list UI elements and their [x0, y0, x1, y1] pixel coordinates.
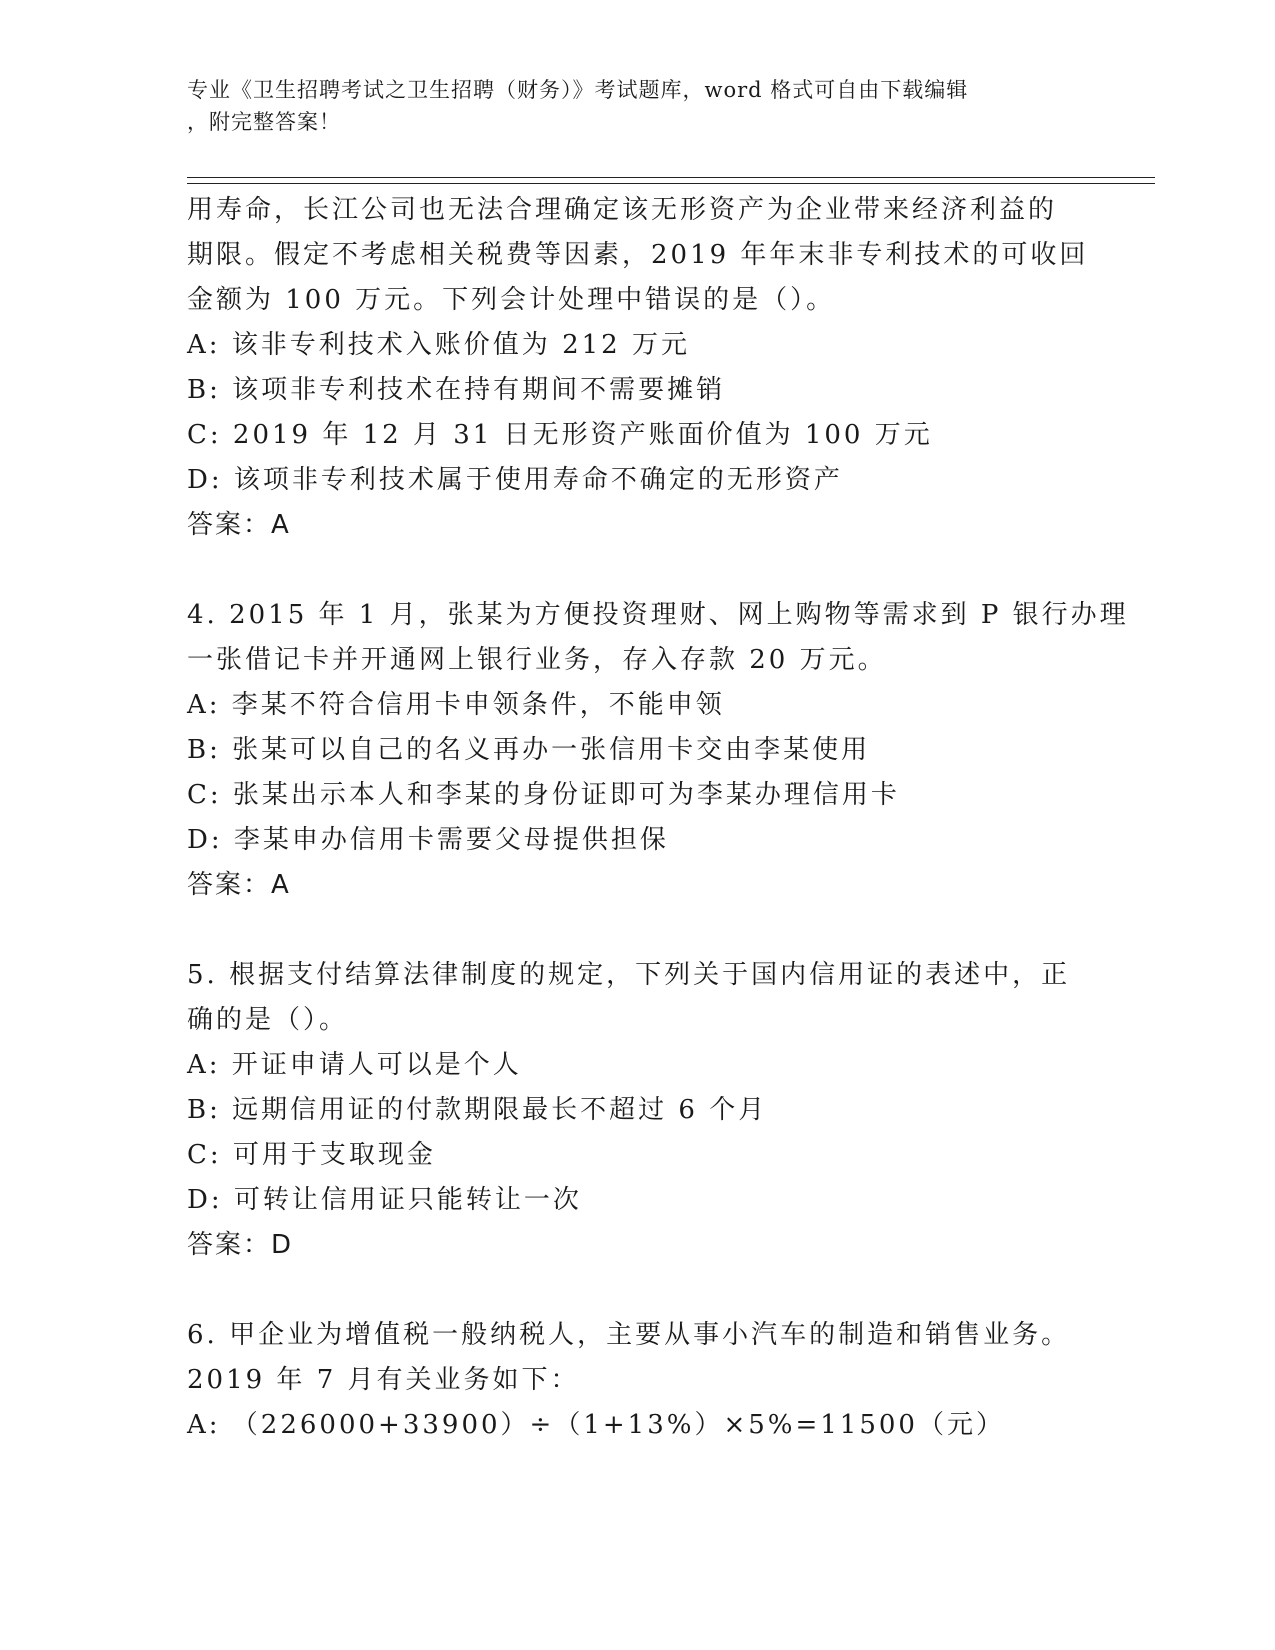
spacer — [187, 1268, 1087, 1313]
spacer — [187, 548, 1087, 593]
header-divider-bottom — [187, 183, 1155, 184]
question-stem-line: 金额为 100 万元。下列会计处理中错误的是（）。 — [187, 285, 836, 315]
question-stem-line: 6. 甲企业为增值税一般纳税人，主要从事小汽车的制造和销售业务。 — [187, 1320, 1071, 1350]
question-6 — [187, 1313, 1087, 1448]
question-stem-line: 用寿命，长江公司也无法合理确定该无形资产为企业带来经济利益的 — [187, 195, 1058, 225]
header-line-2: ，附完整答案！ — [187, 110, 341, 134]
option-c: C: 2019 年 12 月 31 日无形资产账面价值为 100 万元 — [187, 420, 933, 450]
question-4 — [187, 593, 1129, 908]
answer-line: 答案：A — [187, 510, 291, 540]
option-c: C: 可用于支取现金 — [187, 1140, 436, 1170]
option-a: A: （226000+33900）÷（1+13%）×5%=11500（元） — [187, 1410, 1005, 1440]
option-d: D: 可转让信用证只能转让一次 — [187, 1185, 582, 1215]
option-a: A: 李某不符合信用卡申领条件，不能申领 — [187, 690, 725, 720]
option-b: B: 该项非专利技术在持有期间不需要摊销 — [187, 375, 726, 405]
answer-line: 答案：D — [187, 1230, 294, 1260]
page-header — [187, 74, 1067, 138]
question-3 — [187, 188, 1087, 548]
question-5 — [187, 953, 1087, 1268]
question-stem-line: 期限。假定不考虑相关税费等因素，2019 年年末非专利技术的可收回 — [187, 240, 1089, 270]
question-stem-line: 一张借记卡并开通网上银行业务，存入存款 20 万元。 — [187, 645, 887, 675]
question-stem-line: 确的是（）。 — [187, 1005, 349, 1035]
option-b: B: 远期信用证的付款期限最长不超过 6 个月 — [187, 1095, 768, 1125]
header-line-1: 专业《卫生招聘考试之卫生招聘（财务）》考试题库，word 格式可自由下载编辑 — [187, 78, 969, 102]
option-d: D: 该项非专利技术属于使用寿命不确定的无形资产 — [187, 465, 843, 495]
option-a: A: 开证申请人可以是个人 — [187, 1050, 522, 1080]
option-c: C: 张某出示本人和李某的身份证即可为李某办理信用卡 — [187, 780, 900, 810]
question-stem-line: 2019 年 7 月有关业务如下： — [187, 1365, 580, 1395]
answer-line: 答案：A — [187, 870, 291, 900]
question-stem-line: 5. 根据支付结算法律制度的规定，下列关于国内信用证的表述中，正 — [187, 960, 1071, 990]
document-body — [187, 188, 1129, 1448]
option-d: D: 李某申办信用卡需要父母提供担保 — [187, 825, 669, 855]
question-stem-line: 4. 2015 年 1 月，张某为方便投资理财、网上购物等需求到 P 银行办理 — [187, 600, 1129, 630]
option-a: A: 该非专利技术入账价值为 212 万元 — [187, 330, 690, 360]
option-b: B: 张某可以自己的名义再办一张信用卡交由李某使用 — [187, 735, 871, 765]
spacer — [187, 908, 1087, 953]
header-divider-top — [187, 177, 1155, 178]
